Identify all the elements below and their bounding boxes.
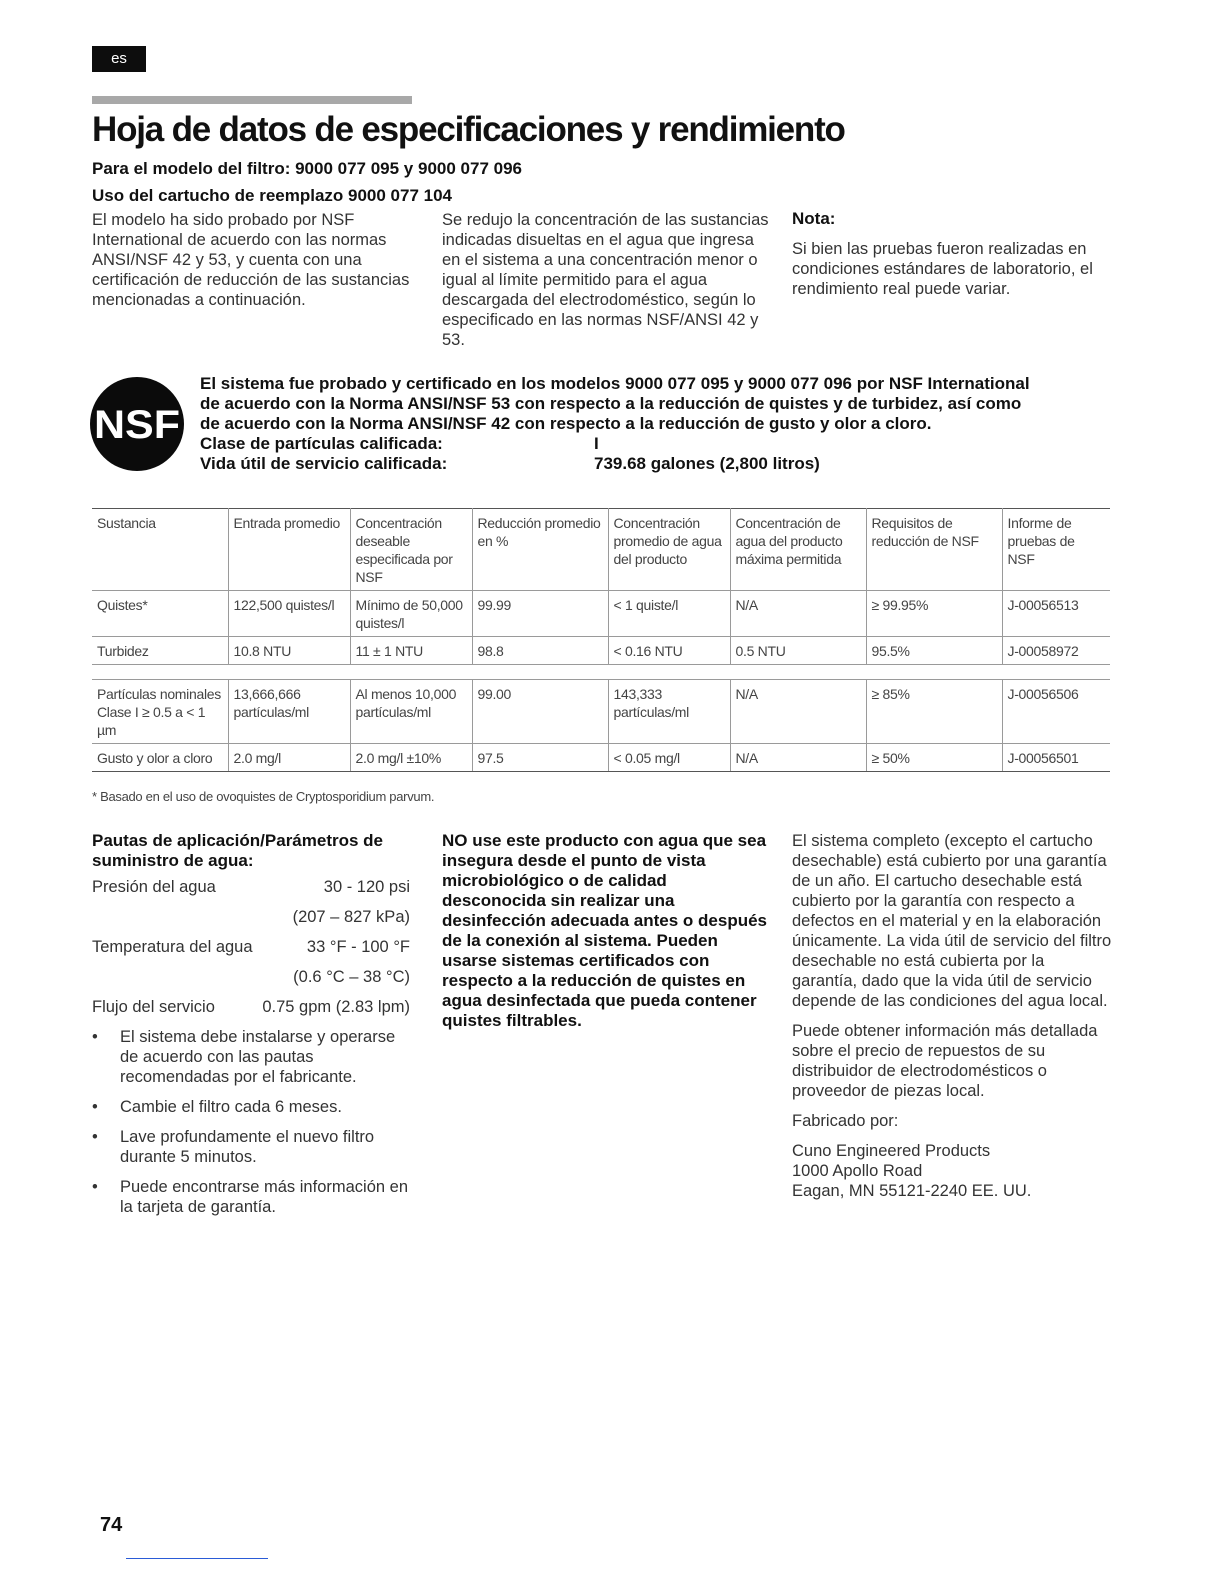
table-header-cell: Reducción promedio en % [472,509,608,591]
table-cell: J-00056501 [1002,744,1110,772]
manufacturer-label: Fabricado por: [792,1112,899,1130]
bullet-icon: • [92,1128,98,1146]
table-cell: ≥ 50% [866,744,1002,772]
manufacturer-city: Eagan, MN 55121-2240 EE. UU. [792,1182,1032,1200]
manufacturer-address [792,1141,1112,1201]
list-item [92,1177,414,1217]
particle-class-value: I [594,434,599,453]
intro-paragraph-2: Se redujo la concentración de las sustancias indicadas disueltas en el agua que ingresa en el sistema a una concentración menor o igual al límite permitido para el agua descargada del electrodoméstico, según lo especificado en las normas NSF/ANSI 42 y 53. [442,211,769,349]
list-item-text: Cambie el filtro cada 6 meses. [120,1098,342,1116]
table-header-cell: Concentración de agua del producto máxima permitida [730,509,866,591]
flow-label: Flujo del servicio [92,998,215,1016]
table-cell: 99.99 [472,591,608,637]
table-cell: 99.00 [472,680,608,744]
table-cell: < 0.16 NTU [608,637,730,665]
table-cell: 98.8 [472,637,608,665]
intro-paragraph-1: El modelo ha sido probado por NSF International de acuerdo con las normas ANSI/NSF 42 y 53, y cuenta con una certificación de reducción de las sustancias mencionadas a continuación. [92,211,410,309]
table-cell: Gusto y olor a cloro [92,744,228,772]
filter-model-subtitle: Para el modelo del filtro: 9000 077 095 y 9000 077 096 [92,159,522,178]
table-cell: N/A [730,744,866,772]
table-row [92,744,1110,772]
table-cell: ≥ 99.95% [866,591,1002,637]
pressure-value: 30 - 120 psi [323,878,410,896]
service-life-row [200,454,1120,474]
table-row [92,591,1110,637]
temperature-label: Temperatura del agua [92,938,253,956]
warranty-section [792,831,1112,1211]
certification-block [200,374,1120,474]
application-guidelines [92,831,414,1227]
flow-row [92,997,414,1027]
table-row [92,680,1110,744]
footer-rule [126,1558,268,1559]
table-cell: 10.8 NTU [228,637,350,665]
table-cell: J-00056506 [1002,680,1110,744]
particle-class-label: Clase de partículas calificada: [200,434,443,453]
safety-warning: NO use este producto con agua que sea insegura desde el punto de vista microbiológico o de calidad desconocida sin realizar una desinfección adecuada antes o después de la conexión al sistema. Pueden usarse sistemas certificados con respecto a la reducción de quistes en agua desinfectada que pueda contener quistes filtrables. [442,831,768,1030]
manufacturer-name: Cuno Engineered Products [792,1142,991,1160]
list-item-text: El sistema debe instalarse y operarse de acuerdo con las pautas recomendadas por el fabricante. [120,1028,396,1086]
service-life-value: 739.68 galones (2,800 litros) [594,454,820,473]
table-header-cell: Requisitos de reducción de NSF [866,509,1002,591]
page-title: Hoja de datos de especificaciones y rendimiento [92,110,845,149]
table-cell: J-00058972 [1002,637,1110,665]
table-cell: 143,333 partículas/ml [608,680,730,744]
flow-value: 0.75 gpm (2.83 lpm) [262,998,410,1016]
nsf-logo-text: NSF [94,403,180,447]
service-life-label: Vida útil de servicio calificada: [200,454,448,473]
table-cell: Al menos 10,000 partículas/ml [350,680,472,744]
table-cell: ≥ 85% [866,680,1002,744]
table-cell: 95.5% [866,637,1002,665]
bullet-icon: • [92,1178,98,1196]
table-cell: Quistes* [92,591,228,637]
list-item-text: Lave profundamente el nuevo filtro durante 5 minutos. [120,1128,375,1166]
temperature-metric-row [92,967,414,997]
manufacturer-street: 1000 Apollo Road [792,1162,923,1180]
table-cell: 2.0 mg/l [228,744,350,772]
nsf-certification-logo [88,375,186,473]
table-cell: N/A [730,680,866,744]
table-row [92,637,1110,665]
table-header-cell: Concentración deseable especificada por NSF [350,509,472,591]
list-item [92,1127,414,1167]
table-cell: Mínimo de 50,000 quistes/l [350,591,472,637]
particle-class-row [200,434,1120,454]
table-cell: J-00056513 [1002,591,1110,637]
pressure-row [92,877,414,907]
table-header-cell: Sustancia [92,509,228,591]
certification-line-1: El sistema fue probado y certificado en los modelos 9000 077 095 y 9000 077 096 por NSF International [200,374,1030,393]
header-rule-bar [92,96,412,104]
temperature-row [92,937,414,967]
pressure-metric-value: (207 – 827 kPa) [292,908,410,926]
pressure-label: Presión del agua [92,878,216,896]
table-cell: 11 ± 1 NTU [350,637,472,665]
certification-line-2: de acuerdo con la Norma ANSI/NSF 53 con respecto a la reducción de quistes y de turbidez, así como [200,394,1022,413]
note-text: Si bien las pruebas fueron realizadas en condiciones estándares de laboratorio, el rendimiento real puede variar. [792,240,1093,298]
page-number: 74 [100,1514,123,1536]
table-cell: N/A [730,591,866,637]
note-box [792,209,1117,299]
temperature-metric-value: (0.6 °C – 38 °C) [293,968,410,986]
table-header-cell: Concentración promedio de agua del producto [608,509,730,591]
table-header-cell: Entrada promedio [228,509,350,591]
table-group-gap [92,665,1110,680]
table-header-row [92,509,1110,591]
table-footnote: * Basado en el uso de ovoquistes de Cryptosporidium parvum. [92,789,435,804]
parts-info-paragraph: Puede obtener información más detallada sobre el precio de repuestos de su distribuidor de electrodomésticos o proveedor de piezas local. [792,1022,1098,1100]
temperature-value: 33 °F - 100 °F [306,938,410,956]
table-cell: 2.0 mg/l ±10% [350,744,472,772]
bullet-icon: • [92,1098,98,1116]
bullet-icon: • [92,1028,98,1046]
table-cell: < 1 quiste/l [608,591,730,637]
table-cell: 122,500 quistes/l [228,591,350,637]
table-cell: 97.5 [472,744,608,772]
list-item [92,1097,414,1117]
table-header-cell: Informe de pruebas de NSF [1002,509,1110,591]
pressure-metric-row [92,907,414,937]
language-badge: es [92,46,146,72]
certification-line-3: de acuerdo con la Norma ANSI/NSF 42 con respecto a la reducción de gusto y olor a cloro. [200,414,932,433]
table-cell: Turbidez [92,637,228,665]
note-heading: Nota: [792,209,836,228]
list-item-text: Puede encontrarse más información en la tarjeta de garantía. [120,1178,408,1216]
guidelines-heading: Pautas de aplicación/Parámetros de suministro de agua: [92,831,384,870]
guidelines-bullet-list [92,1027,414,1217]
cartridge-subtitle: Uso del cartucho de reemplazo 9000 077 104 [92,186,453,205]
table-cell: 0.5 NTU [730,637,866,665]
table-cell: Partículas nominales Clase I ≥ 0.5 a < 1 µm [92,680,228,744]
performance-table [92,508,1110,772]
list-item [92,1027,414,1087]
table-cell: 13,666,666 partículas/ml [228,680,350,744]
warranty-paragraph: El sistema completo (excepto el cartucho desechable) está cubierto por una garantía de un año. El cartucho desechable está cubierto por la garantía con respecto a defectos en el material y en la elaboración únicamente. La vida útil de servicio del filtro desechable no está cubierta por la garantía, dado que la vida útil de servicio depende de las condiciones del agua local. [792,832,1112,1010]
table-cell: < 0.05 mg/l [608,744,730,772]
